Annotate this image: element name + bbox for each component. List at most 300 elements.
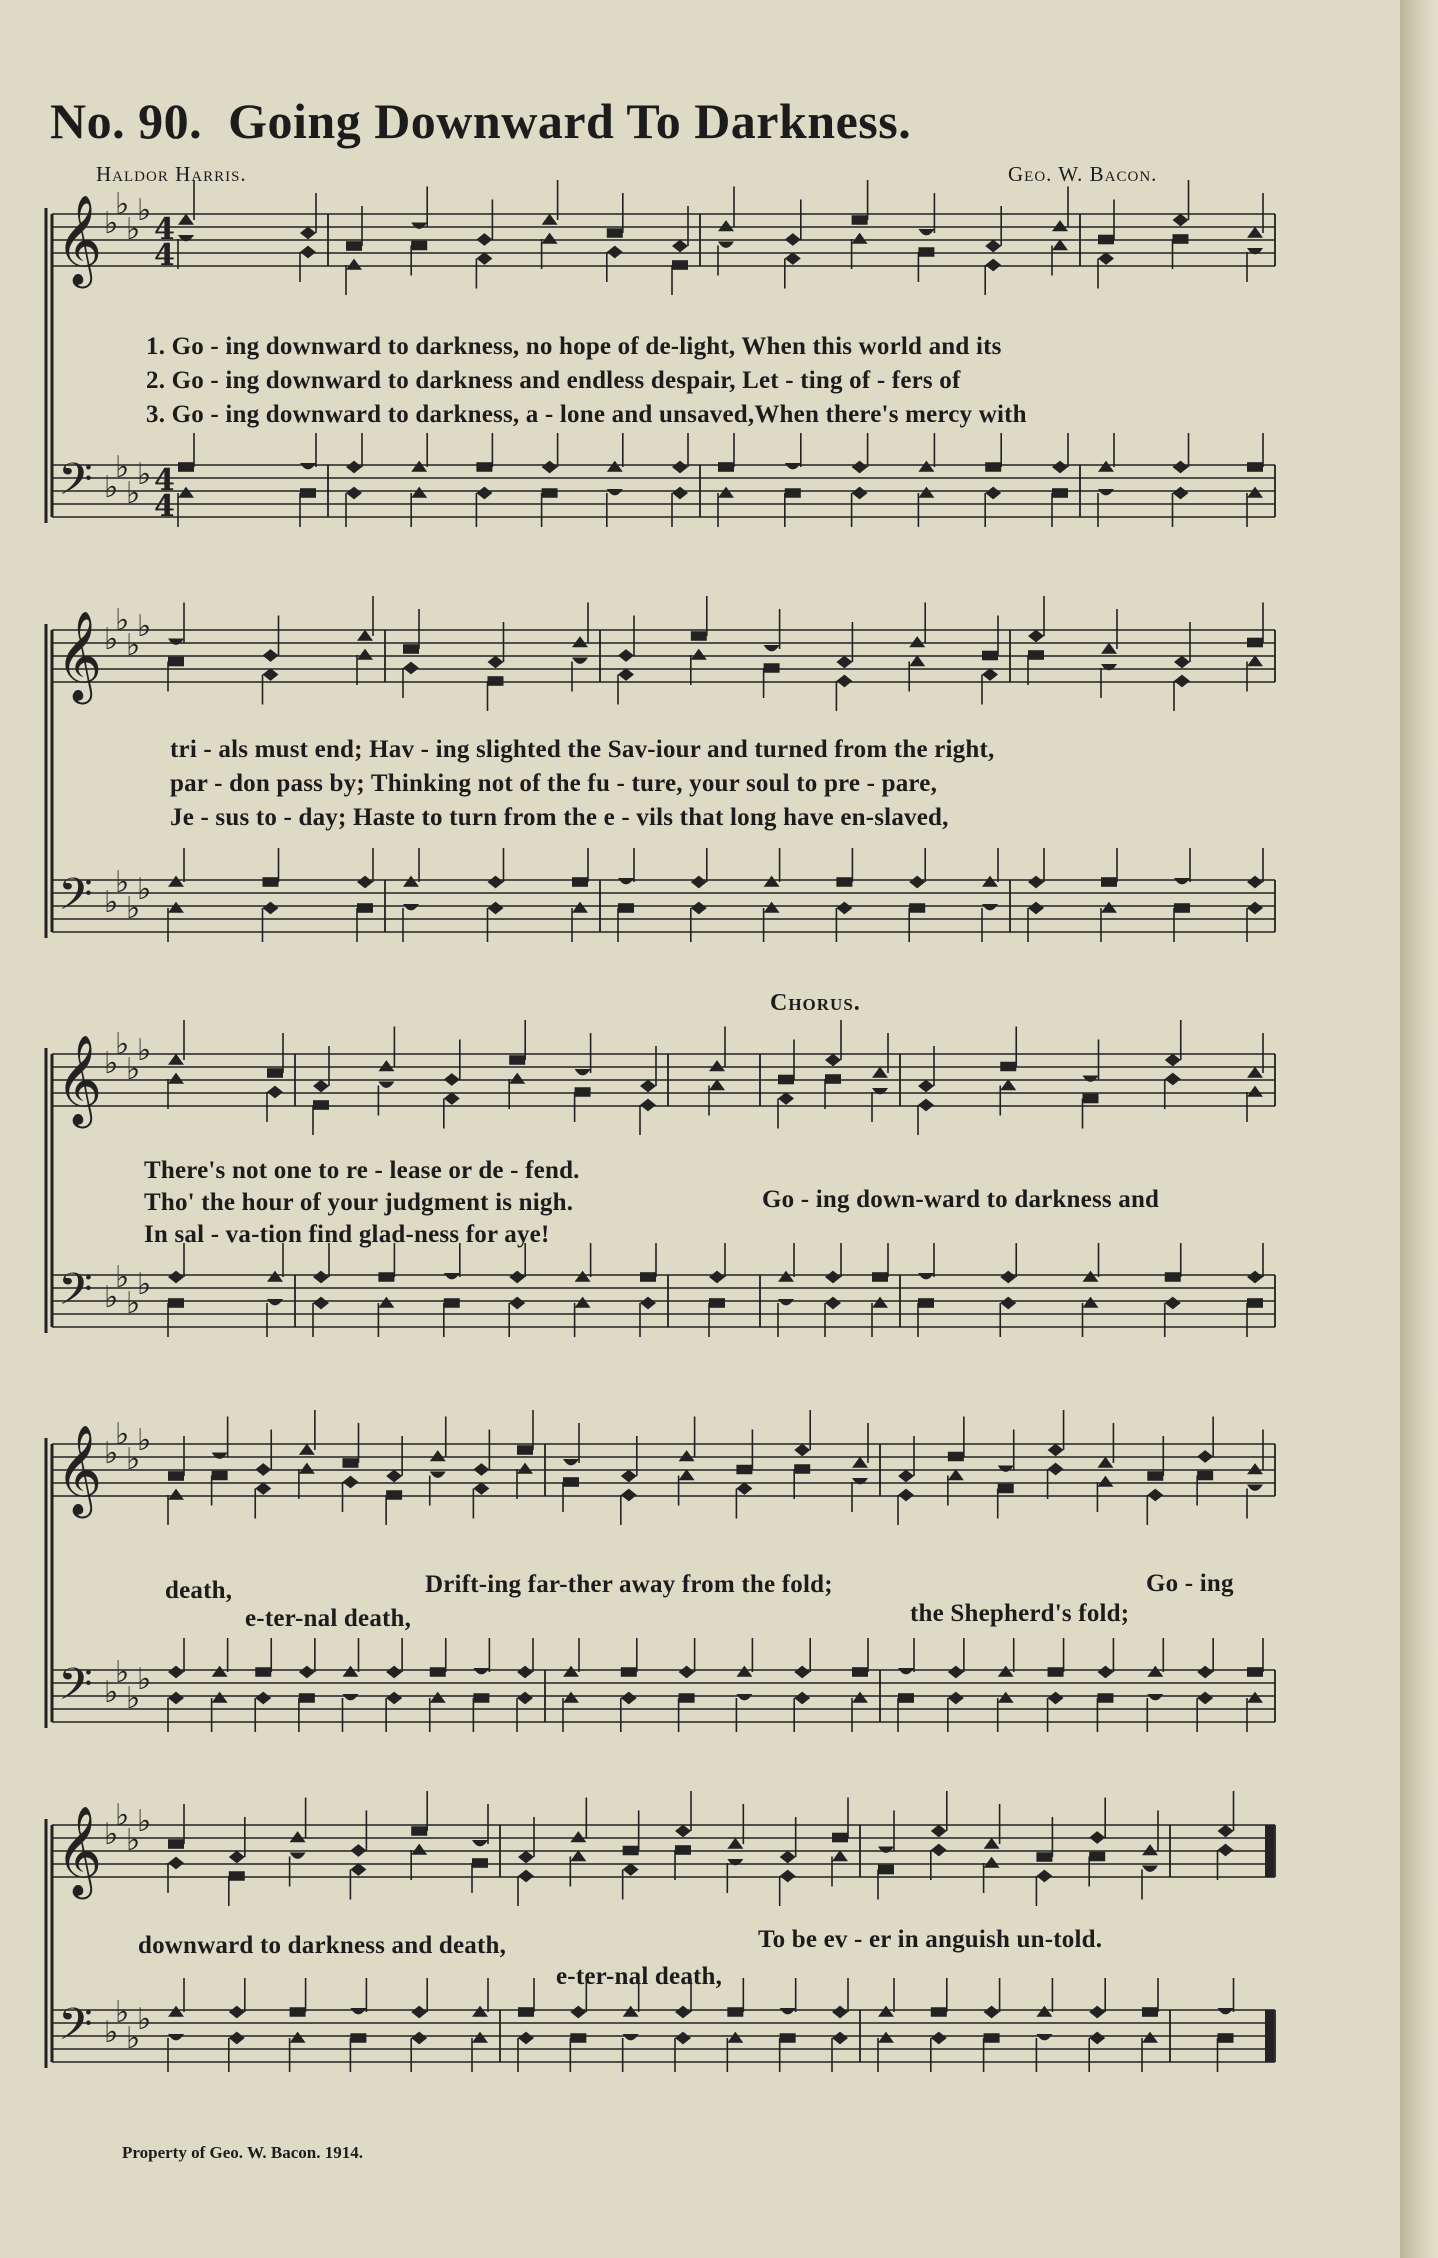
lyric-line: e-ter-nal death, [245, 1605, 412, 1632]
shape-note-head [825, 1054, 841, 1067]
shape-note-head [1097, 1666, 1113, 1679]
shape-note-head [411, 2006, 427, 2019]
shape-note-head [640, 1099, 656, 1112]
shape-note-head [1083, 1094, 1099, 1104]
shape-note-head [918, 1080, 934, 1093]
shape-note-head [403, 644, 419, 654]
shape-note-head [542, 233, 558, 244]
shape-note-head [918, 1099, 934, 1112]
shape-note-head [444, 1073, 460, 1086]
shape-note-head [998, 1484, 1014, 1494]
flat-icon: ♭ [126, 1052, 141, 1087]
shape-note-head [267, 1068, 283, 1078]
shape-note-head [313, 1100, 329, 1110]
shape-note-head [984, 1857, 1000, 1868]
treble-clef-icon: 𝄞 [56, 1425, 103, 1515]
shape-note-head [488, 676, 504, 686]
bass-clef-icon: 𝄢 [58, 1658, 93, 1721]
composer-credit: Geo. W. Bacon. [1008, 162, 1158, 186]
shape-note-head [343, 1476, 359, 1489]
shape-note-head [736, 1694, 752, 1700]
shape-note-head [832, 2032, 848, 2045]
shape-note-head [1218, 1844, 1234, 1857]
shape-note-head [386, 1470, 402, 1483]
shape-note-head [1174, 903, 1190, 913]
shape-note-head [832, 2006, 848, 2019]
flat-icon: ♭ [126, 476, 141, 511]
shape-note-head [780, 1870, 796, 1883]
shape-note-head [1000, 1062, 1016, 1072]
shape-note-head [1000, 1271, 1016, 1284]
flat-icon: ♭ [126, 1286, 141, 1321]
shape-note-head [1000, 1297, 1016, 1310]
shape-note-head [852, 1692, 868, 1703]
shape-note-head [764, 876, 780, 887]
shape-note-head [212, 1692, 228, 1703]
shape-note-head [1165, 1073, 1181, 1086]
shape-note-head [290, 1853, 306, 1859]
shape-note-head [472, 1858, 488, 1868]
shape-note-head [1173, 461, 1189, 474]
treble-clef-icon: 𝄞 [56, 611, 103, 701]
shape-note-head [518, 2032, 534, 2045]
shape-note-head [1247, 1667, 1263, 1677]
shape-note-head [672, 260, 688, 270]
shape-note-head [488, 902, 504, 915]
flat-icon: ♭ [115, 865, 130, 900]
flat-icon: ♭ [137, 457, 152, 492]
shape-note-head [931, 2007, 947, 2017]
shape-note-head [346, 461, 362, 474]
shape-note-head [518, 1870, 534, 1883]
shape-note-head [1173, 214, 1189, 227]
shape-note-head [313, 1297, 329, 1310]
shape-note-head [785, 233, 801, 246]
shape-note-head [1083, 1297, 1099, 1308]
shape-note-head [931, 1825, 947, 1838]
shape-note-head [386, 1490, 402, 1500]
shape-note-head [357, 876, 373, 889]
shape-note-head [623, 1846, 639, 1856]
flat-icon: ♭ [104, 470, 119, 505]
shape-note-head [764, 663, 780, 673]
shape-note-head [1174, 878, 1190, 884]
shape-note-head [357, 649, 373, 660]
shape-note-head [1218, 2008, 1234, 2014]
flat-icon: ♭ [104, 885, 119, 920]
shape-note-head [1174, 675, 1190, 688]
shape-note-head [300, 488, 316, 498]
flat-icon: ♭ [137, 1804, 152, 1839]
shape-note-head [984, 2033, 1000, 2043]
shape-note-head [675, 2032, 691, 2045]
shape-note-head [982, 904, 998, 910]
shape-note-head [575, 1069, 591, 1075]
shape-note-head [346, 241, 362, 251]
shape-note-head [517, 1445, 533, 1455]
flat-icon: ♭ [104, 1436, 119, 1471]
shape-note-head [982, 668, 998, 681]
time-signature-bottom: 4 [154, 489, 175, 524]
shape-note-head [640, 1080, 656, 1093]
shape-note-head [518, 1851, 534, 1864]
shape-note-head [299, 1666, 315, 1679]
shape-note-head [430, 1450, 446, 1461]
shape-note-head [794, 1692, 810, 1705]
shape-note-head [948, 1666, 964, 1679]
shape-note-head [675, 2006, 691, 2019]
shape-note-head [1197, 1450, 1213, 1463]
shape-note-head [675, 1825, 691, 1838]
shape-note-head [709, 1060, 725, 1071]
flat-icon: ♭ [137, 1423, 152, 1458]
shape-note-head [299, 1463, 315, 1474]
shape-note-head [299, 1444, 315, 1455]
shape-note-head [168, 2006, 184, 2017]
lyric-line: 3. Go - ing downward to darkness, a - lone and unsaved,When there's mercy with [146, 401, 1027, 428]
shape-note-head [785, 488, 801, 498]
copyright-footer: Property of Geo. W. Bacon. 1914. [122, 2143, 363, 2162]
shape-note-head [672, 240, 688, 253]
shape-note-head [313, 1080, 329, 1093]
shape-note-head [727, 1838, 743, 1849]
shape-note-head [542, 488, 558, 498]
shape-note-head [517, 1463, 533, 1474]
time-signature-top: 4 [154, 463, 175, 498]
shape-note-head [168, 1054, 184, 1065]
flat-icon: ♭ [115, 1417, 130, 1452]
shape-note-head [984, 2006, 1000, 2019]
shape-note-head [263, 668, 279, 681]
shape-note-head [691, 631, 707, 641]
shape-note-head [1247, 1298, 1263, 1308]
lyric-line: Go - ing down-ward to darkness and [762, 1186, 1160, 1213]
shape-note-head [1247, 1692, 1263, 1703]
shape-note-head [672, 461, 688, 474]
shape-note-head [640, 1272, 656, 1282]
shape-note-head [1247, 462, 1263, 472]
shape-note-head [1048, 1463, 1064, 1476]
shape-note-head [709, 1298, 725, 1308]
shape-note-head [346, 259, 362, 270]
shape-note-head [290, 2007, 306, 2017]
shape-note-head [785, 463, 801, 469]
shape-note-head [1098, 252, 1114, 265]
chorus-label: Chorus. [770, 990, 861, 1016]
shape-note-head [563, 1477, 579, 1487]
shape-note-head [1247, 487, 1263, 498]
shape-note-head [168, 1298, 184, 1308]
shape-note-head [679, 1693, 695, 1703]
page-edge [1400, 0, 1438, 2258]
lyric-line: Tho' the hour of your judgment is nigh. [144, 1189, 574, 1216]
shape-note-head [878, 1865, 894, 1875]
shape-note-head [575, 1297, 591, 1308]
final-barline [1265, 2010, 1274, 2062]
shape-note-head [168, 1073, 184, 1084]
flat-icon: ♭ [137, 1267, 152, 1302]
shape-note-head [518, 2007, 534, 2017]
shape-note-head [343, 1458, 359, 1468]
shape-note-head [411, 461, 427, 472]
shape-note-head [1197, 1471, 1213, 1481]
shape-note-head [618, 903, 634, 913]
shape-note-head [718, 462, 734, 472]
shape-note-head [1101, 902, 1117, 913]
shape-note-head [411, 487, 427, 498]
shape-note-head [718, 242, 734, 248]
shape-note-head [1098, 461, 1114, 472]
shape-note-head [411, 1826, 427, 1836]
shape-note-head [263, 902, 279, 915]
shape-note-head [998, 1466, 1014, 1472]
shape-note-head [852, 215, 868, 225]
shape-note-head [898, 1693, 914, 1703]
shape-note-head [909, 876, 925, 889]
shape-note-head [570, 2006, 586, 2019]
shape-note-head [1101, 877, 1117, 887]
lyricist-credit: Haldor Harris. [96, 162, 247, 186]
shape-note-head [985, 259, 1001, 272]
shape-note-head [378, 1082, 394, 1088]
shape-note-head [618, 878, 634, 884]
shape-note-head [255, 1463, 271, 1476]
shape-note-head [836, 877, 852, 887]
shape-note-head [575, 1087, 591, 1097]
shape-note-head [1052, 461, 1068, 474]
shape-note-head [607, 228, 623, 238]
shape-note-head [909, 636, 925, 647]
shape-note-head [411, 241, 427, 251]
shape-note-head [1028, 902, 1044, 915]
shape-note-head [575, 1271, 591, 1282]
shape-note-head [267, 1299, 283, 1305]
flat-icon: ♭ [104, 2015, 119, 2050]
shape-note-head [378, 1272, 394, 1282]
shape-note-head [267, 1271, 283, 1282]
flat-icon: ♭ [104, 1675, 119, 1710]
flat-icon: ♭ [126, 212, 141, 247]
shape-note-head [1052, 220, 1068, 231]
shape-note-head [621, 1489, 637, 1502]
shape-note-head [1197, 1692, 1213, 1705]
flat-icon: ♭ [115, 1798, 130, 1833]
shape-note-head [982, 876, 998, 887]
shape-note-head [411, 223, 427, 229]
shape-note-head [618, 649, 634, 662]
shape-note-head [411, 2032, 427, 2045]
shape-note-head [444, 1298, 460, 1308]
shape-note-head [1247, 227, 1263, 238]
shape-note-head [984, 1838, 1000, 1849]
lyric-line: 1. Go - ing downward to darkness, no hope of de-light, When this world and its [146, 333, 1002, 360]
shape-note-head [878, 2006, 894, 2017]
shape-note-head [403, 662, 419, 675]
shape-note-head [168, 1271, 184, 1284]
flat-icon: ♭ [137, 2002, 152, 2037]
shape-note-head [255, 1482, 271, 1495]
shape-note-head [168, 1692, 184, 1705]
lyric-line: e-ter-nal death, [556, 1963, 723, 1990]
shape-note-head [898, 1489, 914, 1502]
flat-icon: ♭ [115, 187, 130, 222]
time-signature-top: 4 [154, 212, 175, 247]
shape-note-head [476, 462, 492, 472]
shape-note-head [168, 876, 184, 887]
shape-note-head [621, 1470, 637, 1483]
shape-note-head [572, 636, 588, 647]
shape-note-head [563, 1692, 579, 1703]
shape-note-head [300, 246, 316, 259]
shape-note-head [350, 2008, 366, 2014]
shape-note-head [1036, 1870, 1052, 1883]
treble-clef-icon: 𝄞 [56, 1806, 103, 1896]
flat-icon: ♭ [137, 609, 152, 644]
shape-note-head [350, 1844, 366, 1857]
hymn-title [50, 92, 911, 150]
shape-note-head [403, 876, 419, 887]
shape-note-head [300, 227, 316, 240]
flat-icon: ♭ [126, 628, 141, 663]
shape-note-head [1036, 2006, 1052, 2017]
shape-note-head [1247, 1463, 1263, 1474]
shape-note-head [473, 1463, 489, 1476]
shape-note-head [229, 2006, 245, 2019]
shape-note-head [918, 461, 934, 472]
shape-note-head [517, 1666, 533, 1679]
shape-note-head [473, 1482, 489, 1495]
shape-note-head [607, 489, 623, 495]
shape-note-head [1173, 234, 1189, 244]
shape-note-head [168, 639, 184, 645]
flat-icon: ♭ [126, 2021, 141, 2056]
shape-note-head [572, 877, 588, 887]
shape-note-head [1028, 650, 1044, 660]
flat-icon: ♭ [137, 872, 152, 907]
shape-note-head [168, 657, 184, 667]
shape-note-head [1083, 1271, 1099, 1282]
lyric-line: There's not one to re - lease or de - fend. [144, 1157, 580, 1184]
shape-note-head [675, 1845, 691, 1855]
shape-note-head [1101, 643, 1117, 654]
shape-note-head [918, 229, 934, 235]
shape-note-head [570, 2033, 586, 2043]
shape-note-head [509, 1055, 525, 1065]
shape-note-head [778, 1299, 794, 1305]
shape-note-head [1142, 2007, 1158, 2017]
shape-note-head [1036, 1852, 1052, 1862]
shape-note-head [736, 1482, 752, 1495]
shape-note-head [736, 1666, 752, 1677]
shape-note-head [931, 1844, 947, 1857]
shape-note-head [299, 1693, 315, 1703]
shape-note-head [542, 214, 558, 225]
shape-note-head [1089, 2006, 1105, 2019]
shape-note-head [300, 463, 316, 469]
shape-note-head [621, 1692, 637, 1705]
shape-note-head [931, 2032, 947, 2045]
shape-note-head [780, 2008, 796, 2014]
shape-note-head [378, 1060, 394, 1071]
shape-note-head [1097, 1457, 1113, 1468]
shape-note-head [350, 2033, 366, 2043]
shape-note-head [378, 1297, 394, 1308]
shape-note-head [1247, 876, 1263, 889]
shape-note-head [263, 649, 279, 662]
lyric-line: Go - ing [1146, 1570, 1234, 1597]
shape-note-head [350, 1863, 366, 1876]
music-system-1 [0, 187, 1300, 610]
shape-note-head [168, 1471, 184, 1481]
flat-icon: ♭ [104, 622, 119, 657]
shape-note-head [430, 1667, 446, 1677]
shape-note-head [852, 461, 868, 474]
shape-note-head [736, 1465, 752, 1475]
shape-note-head [1083, 1076, 1099, 1082]
shape-note-head [623, 1863, 639, 1876]
shape-note-head [1247, 902, 1263, 915]
shape-note-head [780, 1851, 796, 1864]
shape-note-head [985, 487, 1001, 500]
shape-note-head [1048, 1444, 1064, 1457]
shape-note-head [640, 1297, 656, 1310]
shape-note-head [679, 1450, 695, 1461]
shape-note-head [1197, 1666, 1213, 1679]
shape-note-head [1165, 1272, 1181, 1282]
shape-note-head [178, 214, 194, 225]
shape-note-head [1247, 638, 1263, 648]
shape-note-head [727, 2032, 743, 2043]
shape-note-head [488, 656, 504, 669]
shape-note-head [178, 462, 194, 472]
shape-note-head [998, 1692, 1014, 1703]
shape-note-head [836, 656, 852, 669]
shape-note-head [1098, 235, 1114, 245]
shape-note-head [212, 1666, 228, 1677]
shape-note-head [852, 487, 868, 500]
shape-note-head [255, 1692, 271, 1705]
shape-note-head [168, 1857, 184, 1870]
shape-note-head [1174, 656, 1190, 669]
shape-note-head [430, 1472, 446, 1478]
shape-note-head [168, 902, 184, 913]
lyric-line: To be ev - er in anguish un-told. [758, 1926, 1103, 1953]
shape-note-head [572, 658, 588, 664]
flat-icon: ♭ [126, 1442, 141, 1477]
shape-note-head [1165, 1297, 1181, 1310]
shape-note-head [472, 1840, 488, 1846]
shape-note-head [517, 1692, 533, 1705]
shape-note-head [852, 1457, 868, 1468]
shape-note-head [1142, 2032, 1158, 2043]
shape-note-head [1142, 1844, 1158, 1855]
lyric-line: tri - als must end; Hav - ing slighted the Sav-iour and turned from the right, [170, 736, 995, 763]
shape-note-head [386, 1666, 402, 1679]
shape-note-head [263, 877, 279, 887]
shape-note-head [607, 246, 623, 259]
shape-note-head [948, 1452, 964, 1462]
shape-note-head [718, 487, 734, 498]
shape-note-head [313, 1271, 329, 1284]
shape-note-head [878, 1847, 894, 1853]
bass-clef-icon: 𝄢 [58, 1998, 93, 2061]
treble-clef-icon: 𝄞 [56, 1035, 103, 1125]
shape-note-head [444, 1273, 460, 1279]
final-barline [1265, 1825, 1274, 1877]
hymn-number: No. 90. [50, 93, 203, 149]
shape-note-head [1048, 1667, 1064, 1677]
shape-note-head [430, 1692, 446, 1703]
